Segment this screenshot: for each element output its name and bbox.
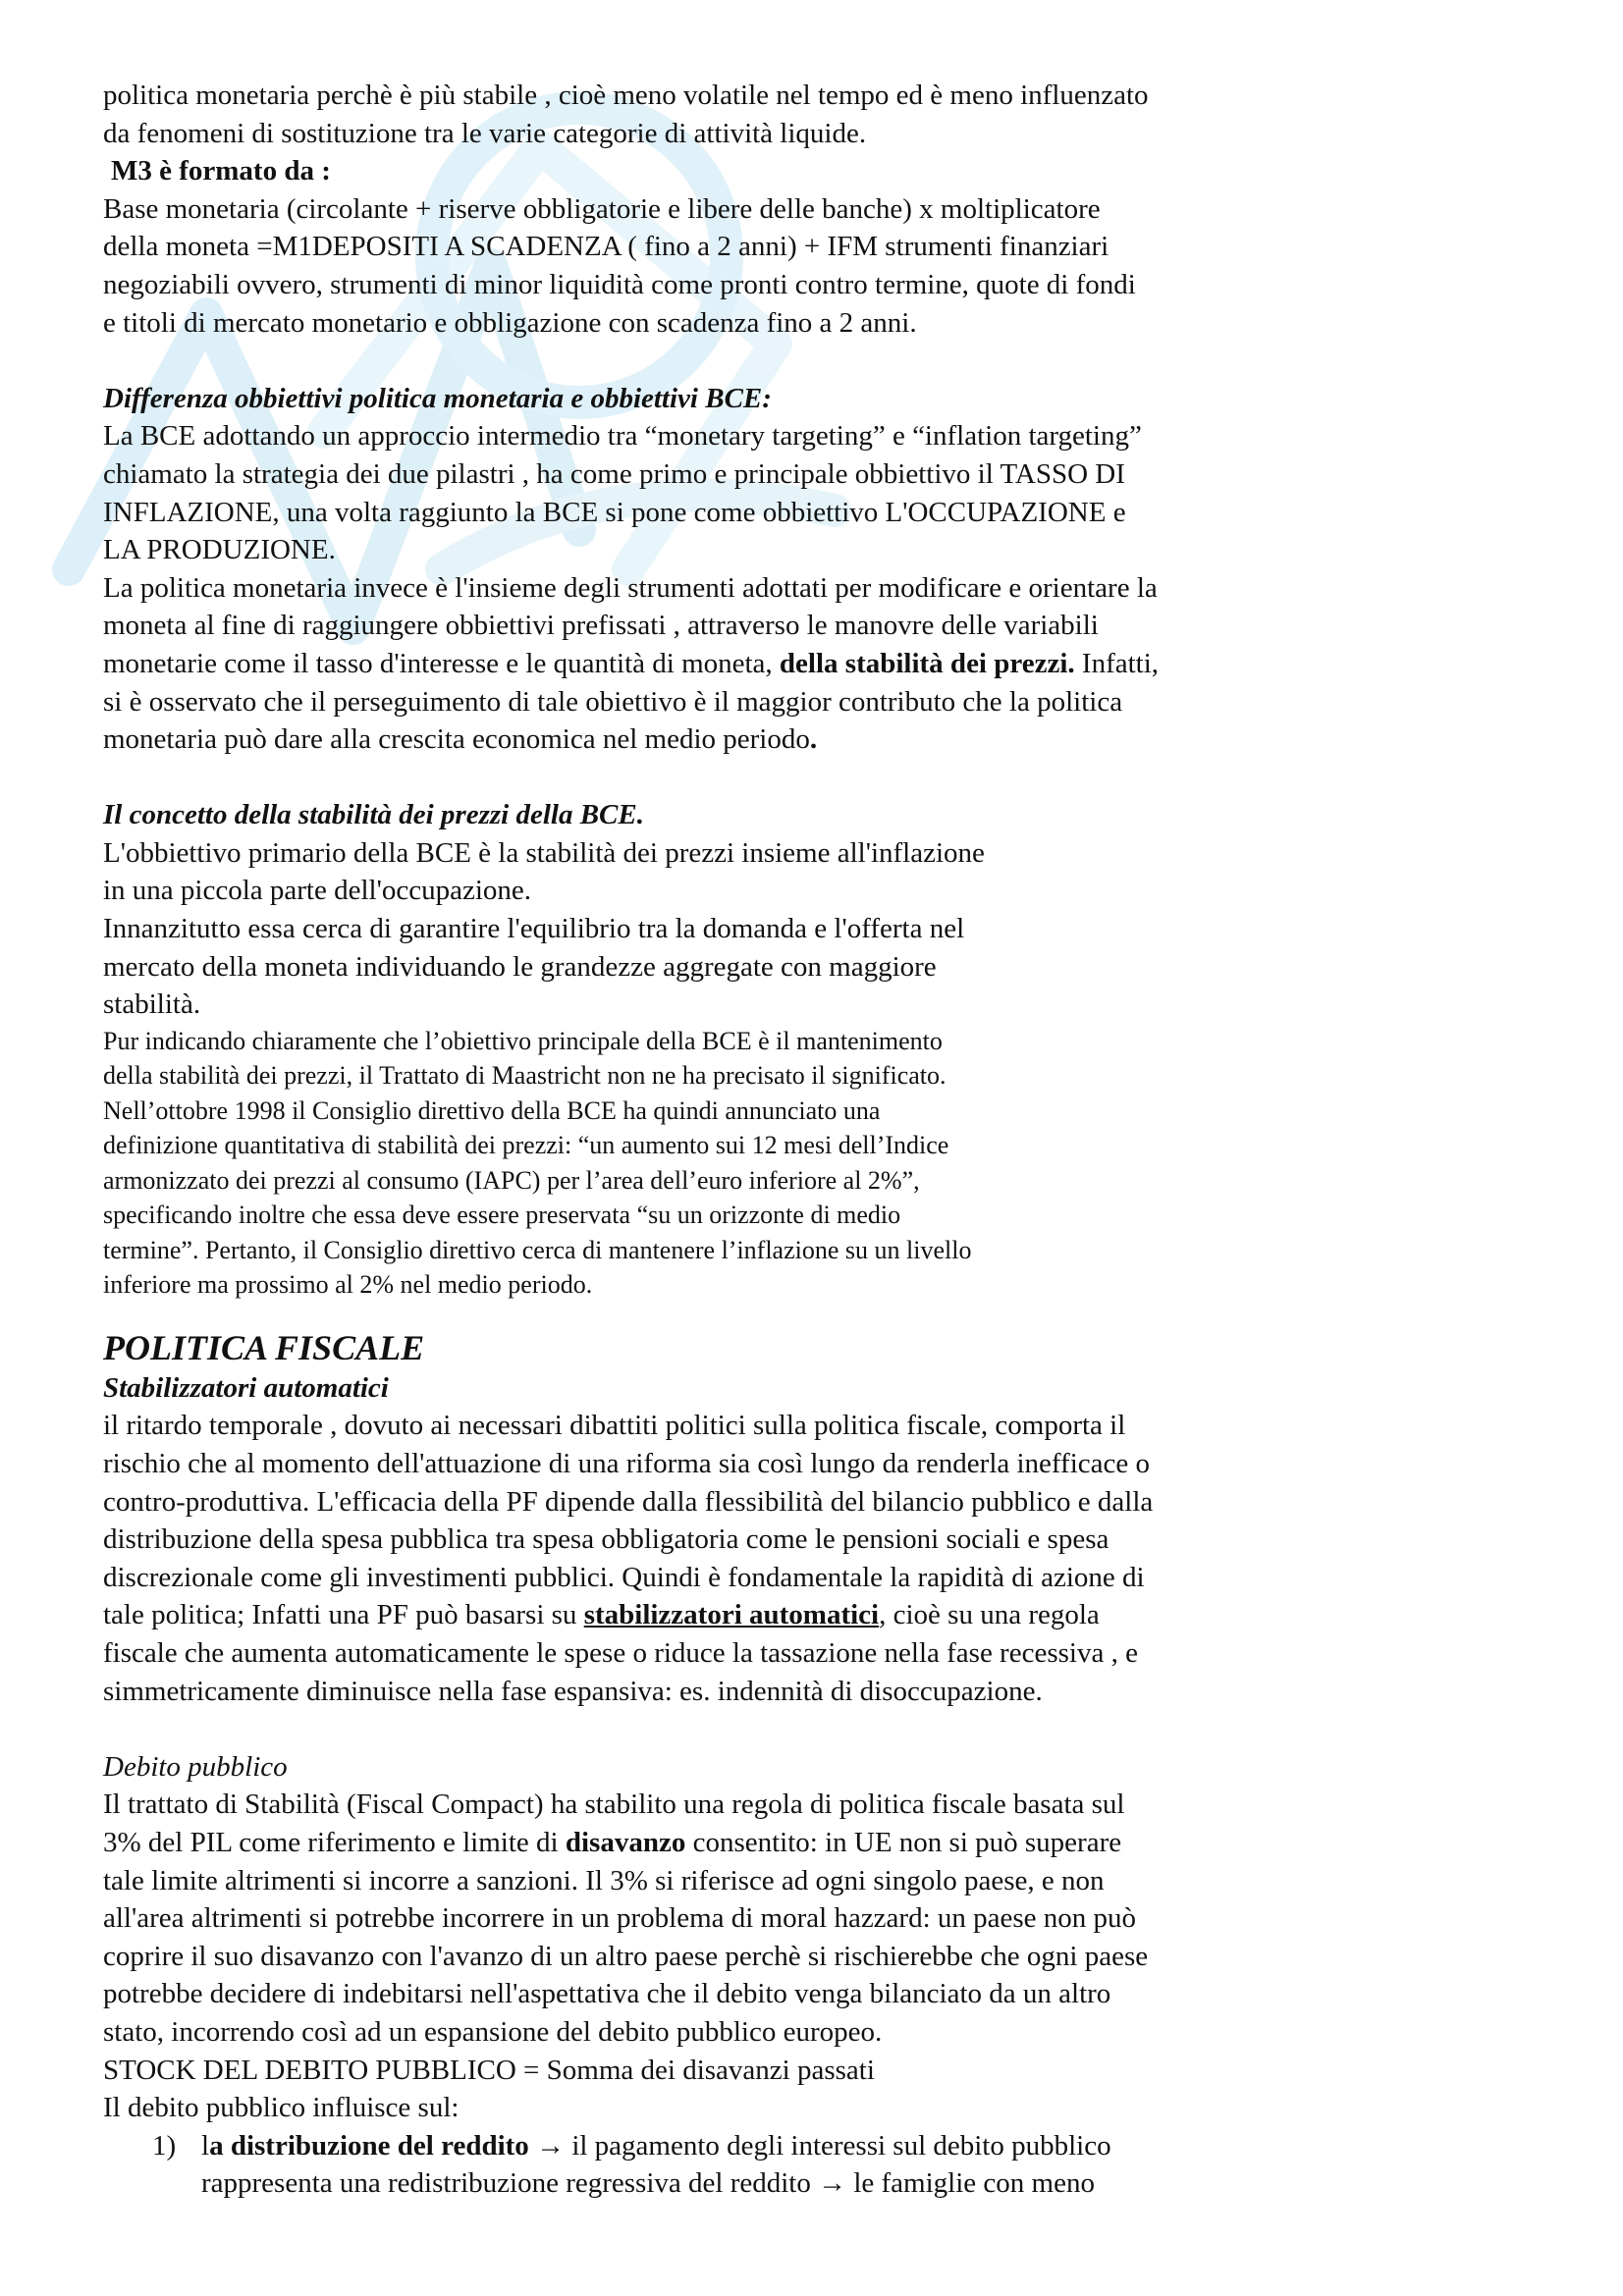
text-span: consentito: in UE non si può superare <box>685 1826 1122 1858</box>
text-line: politica monetaria perchè è più stabile , cioè meno volatile nel tempo ed è meno influenzato <box>103 80 1149 111</box>
bold-phrase: della stabilità dei prezzi. <box>779 647 1075 679</box>
stabilizers-subheading: Stabilizzatori automatici <box>103 1371 389 1404</box>
text-line: chiamato la strategia dei due pilastri , ha come primo e principale obbiettivo il TASSO DI <box>103 457 1125 490</box>
text-line-small: della stabilità dei prezzi, il Trattato di Maastricht non ne ha precisato il significato. <box>103 1061 947 1091</box>
text-line: da fenomeni di sostituzione tra le varie categorie di attività liquide. <box>103 117 867 149</box>
text-span: monetarie come il tasso d'interesse e le quantità di moneta, <box>103 647 780 679</box>
bold-phrase: . <box>809 723 818 756</box>
text-line: stato, incorrendo così ad un espansione del debito pubblico europeo. <box>103 2015 883 2048</box>
text-line: fiscale che aumenta automaticamente le spese o riduce la tassazione nella fase recessiva , e <box>103 1637 1138 1669</box>
text-line: INFLAZIONE, una volta raggiunto la BCE si pone come obbiettivo L'OCCUPAZIONE e <box>103 496 1126 528</box>
text-line: Il debito pubblico influisce sul: <box>103 2092 460 2124</box>
text-line-small: definizione quantitativa di stabilità dei prezzi: “un aumento sui 12 mesi dell’Indice <box>103 1131 949 1160</box>
text-line-small: armonizzato dei prezzi al consumo (IAPC) per l’area dell’euro inferiore al 2%”, <box>103 1165 920 1195</box>
text-line: discrezionale come gli investimenti pubblici. Quindi è fondamentale la rapidità di azione di <box>103 1561 1145 1593</box>
text-span: tale politica; Infatti una PF può basarsi su <box>103 1599 584 1631</box>
bold-phrase: a distribuzione del reddito <box>209 2129 529 2162</box>
text-line: negoziabili ovvero, strumenti di minor liquidità come pronti contro termine, quote di fondi <box>103 268 1136 300</box>
text-line: contro-produttiva. L'efficacia della PF dipende dalla flessibilità del bilancio pubblico e dalla <box>103 1485 1154 1518</box>
text-line: all'area altrimenti si potrebbe incorrere in un problema di moral hazzard: un paese non può <box>103 1902 1137 1935</box>
text-line: potrebbe decidere di indebitarsi nell'aspettativa che il debito venga bilanciato da un altro <box>103 1978 1111 2010</box>
objectives-heading: Differenza obbiettivi politica monetaria e obbiettivi BCE: <box>103 382 772 414</box>
text-line: La politica monetaria invece è l'insieme degli strumenti adottati per modificare e orientare la <box>103 571 1158 604</box>
text-line: L'obbiettivo primario della BCE è la stabilità dei prezzi insieme all'inflazione <box>103 836 985 869</box>
spacer <box>103 1710 1380 1748</box>
text-line: si è osservato che il perseguimento di tale obiettivo è il maggior contributo che la politica <box>103 685 1123 718</box>
text-line: coprire il suo disavanzo con l'avanzo di un altro paese perchè si rischierebbe che ogni paese <box>103 1940 1149 1972</box>
text-line <box>103 645 1380 683</box>
objectives-section <box>103 380 1380 759</box>
text-line-small: Pur indicando chiaramente che l’obiettivo principale della BCE è il mantenimento <box>103 1026 943 1055</box>
text-line: e titoli di mercato monetario e obbligazione con scadenza fino a 2 anni. <box>103 306 917 339</box>
text-line: simmetricamente diminuisce nella fase espansiva: es. indennità di disoccupazione. <box>103 1675 1043 1707</box>
text-span: , cioè su una regola <box>879 1599 1100 1631</box>
spacer <box>103 1303 1380 1326</box>
bold-phrase: disavanzo <box>565 1826 686 1858</box>
spacer <box>103 342 1380 380</box>
debt-effects-list <box>103 2127 1380 2203</box>
text-span: l <box>201 2129 210 2162</box>
text-line-small: termine”. Pertanto, il Consiglio direttivo cerca di mantenere l’inflazione su un livello <box>103 1235 972 1264</box>
text-line: tale limite altrimenti si incorre a sanzioni. Il 3% si riferisce ad ogni singolo paese, e non <box>103 1864 1105 1896</box>
fiscal-policy-heading: POLITICA FISCALE <box>103 1327 425 1367</box>
underlined-term: stabilizzatori automatici <box>583 1599 880 1631</box>
public-debt-heading: Debito pubblico <box>103 1750 288 1783</box>
spacer <box>103 759 1380 797</box>
price-stability-section <box>103 796 1380 1303</box>
fiscal-policy-section <box>103 1326 1380 1710</box>
text-line: della moneta =M1DEPOSITI A SCADENZA ( fino a 2 anni) + IFM strumenti finanziari <box>103 231 1109 263</box>
text-span: monetaria può dare alla crescita economica nel medio periodo <box>103 723 810 756</box>
text-line: Il trattato di Stabilità (Fiscal Compact) ha stabilito una regola di politica fiscale basata sul <box>103 1789 1125 1821</box>
document-page <box>103 77 1380 2203</box>
public-debt-section <box>103 1748 1380 2203</box>
text-line: stabilità. <box>103 988 201 1021</box>
text-line: mercato della moneta individuando le grandezze aggregate con maggiore <box>103 950 937 983</box>
list-number: 1) <box>152 2129 177 2162</box>
text-line: STOCK DEL DEBITO PUBBLICO = Somma dei disavanzi passati <box>103 2054 875 2086</box>
text-span: → il pagamento degli interessi sul debito pubblico <box>528 2129 1111 2162</box>
text-line: Innanzitutto essa cerca di garantire l'equilibrio tra la domanda e l'offerta nel <box>103 913 965 945</box>
text-line: il ritardo temporale , dovuto ai necessari dibattiti politici sulla politica fiscale, comporta il <box>103 1410 1126 1442</box>
m3-heading: M3 è formato da : <box>111 155 331 187</box>
text-line <box>103 1824 1380 1862</box>
text-line-small: inferiore ma prossimo al 2% nel medio periodo. <box>103 1270 593 1300</box>
text-line: distribuzione della spesa pubblica tra spesa obbligatoria come le pensioni sociali e spesa <box>103 1523 1109 1556</box>
text-line-small: specificando inoltre che essa deve essere preservata “su un orizzonte di medio <box>103 1201 901 1230</box>
text-line <box>103 721 1380 759</box>
text-span: 3% del PIL come riferimento e limite di <box>103 1826 566 1858</box>
text-span: rappresenta una redistribuzione regressiva del reddito → le famiglie con meno <box>201 2167 1095 2200</box>
m3-section <box>103 77 1380 342</box>
list-item <box>103 2127 1380 2203</box>
text-line <box>103 1596 1380 1634</box>
text-line-small: Nell’ottobre 1998 il Consiglio direttivo della BCE ha quindi annunciato una <box>103 1095 881 1125</box>
text-line: La BCE adottando un approccio intermedio tra “monetary targeting” e “inflation targeting” <box>103 420 1142 453</box>
text-line: moneta al fine di raggiungere obbiettivi prefissati , attraverso le manovre delle variabili <box>103 610 1099 642</box>
text-line: Base monetaria (circolante + riserve obbligatorie e libere delle banche) x moltiplicatore <box>103 192 1101 225</box>
text-line: in una piccola parte dell'occupazione. <box>103 875 531 907</box>
text-line: LA PRODUZIONE. <box>103 534 336 566</box>
text-line: rischio che al momento dell'attuazione di una riforma sia così lungo da renderla inefficace o <box>103 1448 1151 1480</box>
price-stability-heading: Il concetto della stabilità dei prezzi della BCE. <box>103 799 644 831</box>
text-span: Infatti, <box>1074 647 1160 679</box>
